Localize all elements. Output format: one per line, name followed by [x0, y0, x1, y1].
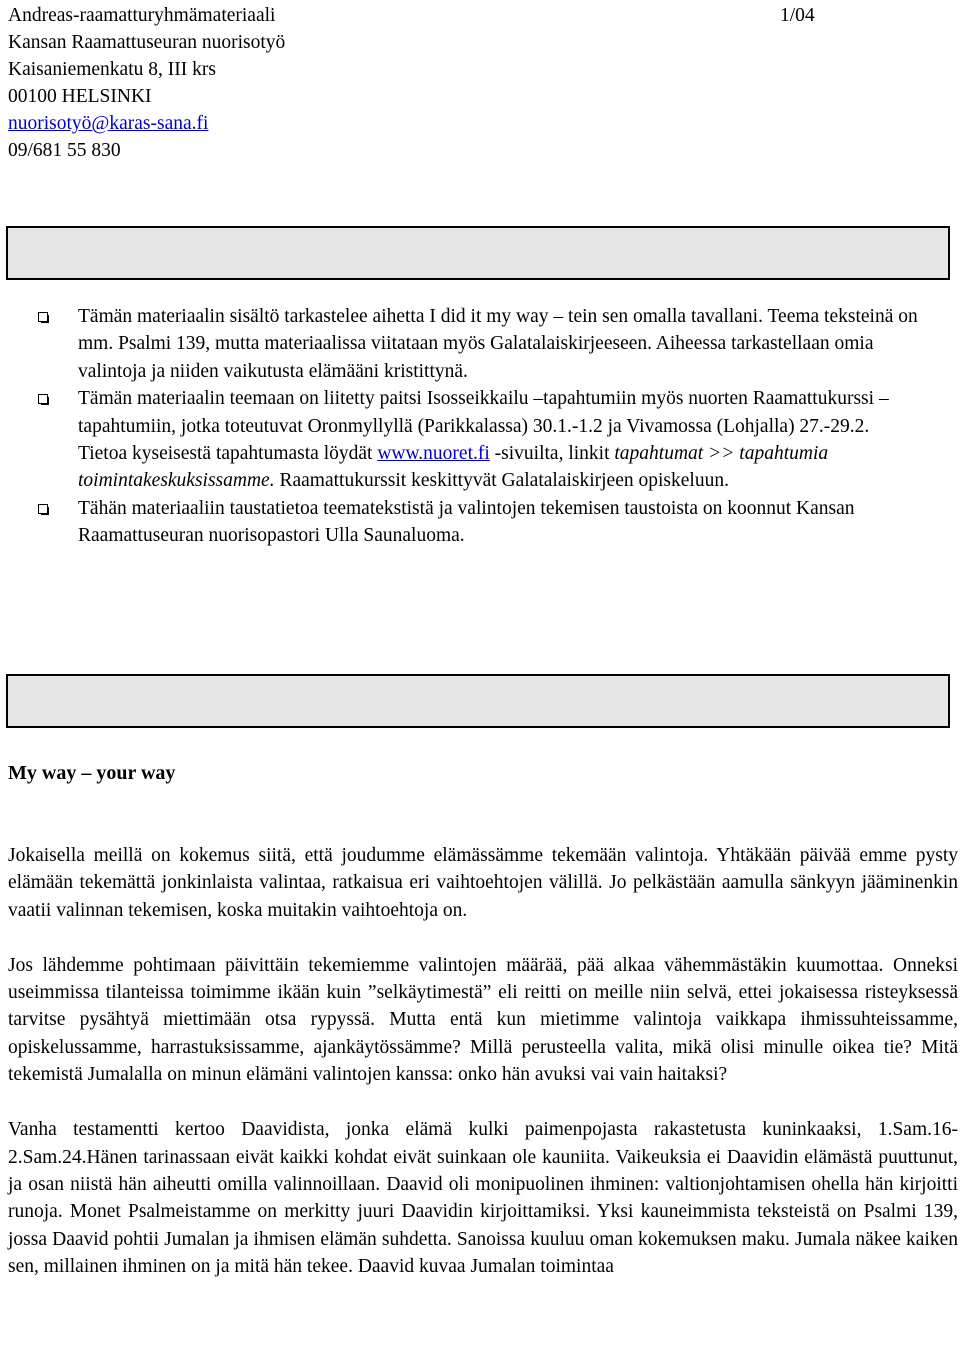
page-number: 1/04 [780, 5, 815, 26]
list-item [8, 385, 920, 495]
sender-address-block [8, 2, 285, 164]
body-text [8, 842, 958, 1308]
phone-number: 09/681 55 830 [8, 140, 121, 161]
gray-box-bottom [6, 674, 950, 728]
list-item [8, 495, 920, 550]
paragraph: Jos lähdemme pohtimaan päivittäin tekemiemme valintojen määrää, pää alkaa vähemmästäkin kuumottaa. Onneksi useimmissa tilanteissa toimimme ikään kuin ”selkäytimestä” eli reitti on meille niin selvä, ettei jokaisessa risteyksessä tarvitse pysähtyä miettimään otsa rypyssä. Mutta entä kun mietimme valintoja vaikkapa ihmissuhteissamme, opiskelussamme, harrastuksissamme, ajankäytössämme? Millä perusteella valita, mikä olisi minulle oikea tie? Mitä tekemistä Jumalalla on minun elämäni valintojen kanssa: onko hän avuksi vai vain haitaksi? [8, 954, 958, 1086]
bullet-text: Tämän materiaalin sisältö tarkastelee aihetta I did it my way – tein sen omalla tavallani. Teema teksteinä on mm. Psalmi 139, mutta materiaalissa viitataan myös Galatalaiskirjeeseen. Aiheessa tarkastellaan omia valintoja ja niiden vaikutusta elämääni kristittynä. [78, 306, 918, 382]
list-item [8, 303, 920, 385]
paragraph: Jokaisella meillä on kokemus siitä, että joudumme elämässämme tekemään valintoja. Yhtäkään päivää emme pysty elämään tekemättä jonkinlaista valintaa, ratkaisua eri vaihtoehtojen välillä. Jo pelkästään aamulla sänkyyn jääminenkin vaatii valinnan tekemisen, koska muitakin vaihtoehtoja on. [8, 845, 958, 921]
checkbox-bullet-icon [38, 312, 48, 322]
checkbox-bullet-icon [38, 504, 48, 514]
section-title: My way – your way [8, 762, 176, 784]
gray-box-top [6, 226, 950, 280]
email-link[interactable]: nuorisotyö@karas-sana.fi [8, 113, 209, 134]
bullet-text-post: Raamattukurssit keskittyvät Galatalaiskirjeen opiskeluun. [274, 470, 729, 492]
nuoret-link[interactable]: www.nuoret.fi [377, 443, 490, 465]
paragraph: Vanha testamentti kertoo Daavidista, jonka elämä kulki paimenpojasta rakastetusta kuninkaaksi, 1.Sam.16-2.Sam.24.Hänen tarinassaan eivät kaikki kohdat eivät suinkaan ole kauniita. Vaikeuksia ei Daavidin elämästä puuttunut, ja osan niistä hän aiheutti omilla valinnoillaan. Daavid oli monipuolinen ihminen: valtionjohtamisen ohella hän kirjoitti runoja. Monet Psalmeistamme on merkitty juuri Daavidin kirjoittamiksi. Yksi kauneimmista teksteistä on Psalmi 139, jossa Daavid pohtii Jumalan ja ihmisen elämän suhdetta. Sanoissa kuuluu oman kokemuksen maku. Jumala näkee kaiken sen, millainen ihminen on ja mitä hän tekee. Daavid kuvaa Jumalan toimintaa [8, 1119, 958, 1277]
bullet-text-pre: Tämän materiaalin teemaan on liitetty paitsi Isosseikkailu –tapahtumiin myös nuorten Raamattukurssi –tapahtumiin, jotka toteutuvat Oronmyllyllä (Parikkalassa) 30.1.-1.2 ja Vivamossa (Lohjalla) 27.-29.2. Tietoa kyseisestä tapahtumasta löydät [78, 388, 889, 465]
bullet-list [8, 303, 920, 550]
bullet-text-italic: tapahtumat >> tapahtumia toimintakeskuksissamme. [78, 443, 829, 492]
street-address: Kaisaniemenkatu 8, III krs [8, 59, 216, 80]
material-title: Andreas-raamatturyhmämateriaali [8, 5, 276, 26]
organization-name: Kansan Raamattuseuran nuorisotyö [8, 32, 286, 53]
postal-address: 00100 HELSINKI [8, 86, 152, 107]
bullet-text: Tähän materiaaliin taustatietoa teematekstistä ja valintojen tekemisen taustoista on koonnut Kansan Raamattuseuran nuorisopastori Ulla Saunaluoma. [78, 497, 855, 547]
checkbox-bullet-icon [38, 394, 48, 404]
bullet-text-mid: -sivuilta, linkit [489, 443, 615, 465]
